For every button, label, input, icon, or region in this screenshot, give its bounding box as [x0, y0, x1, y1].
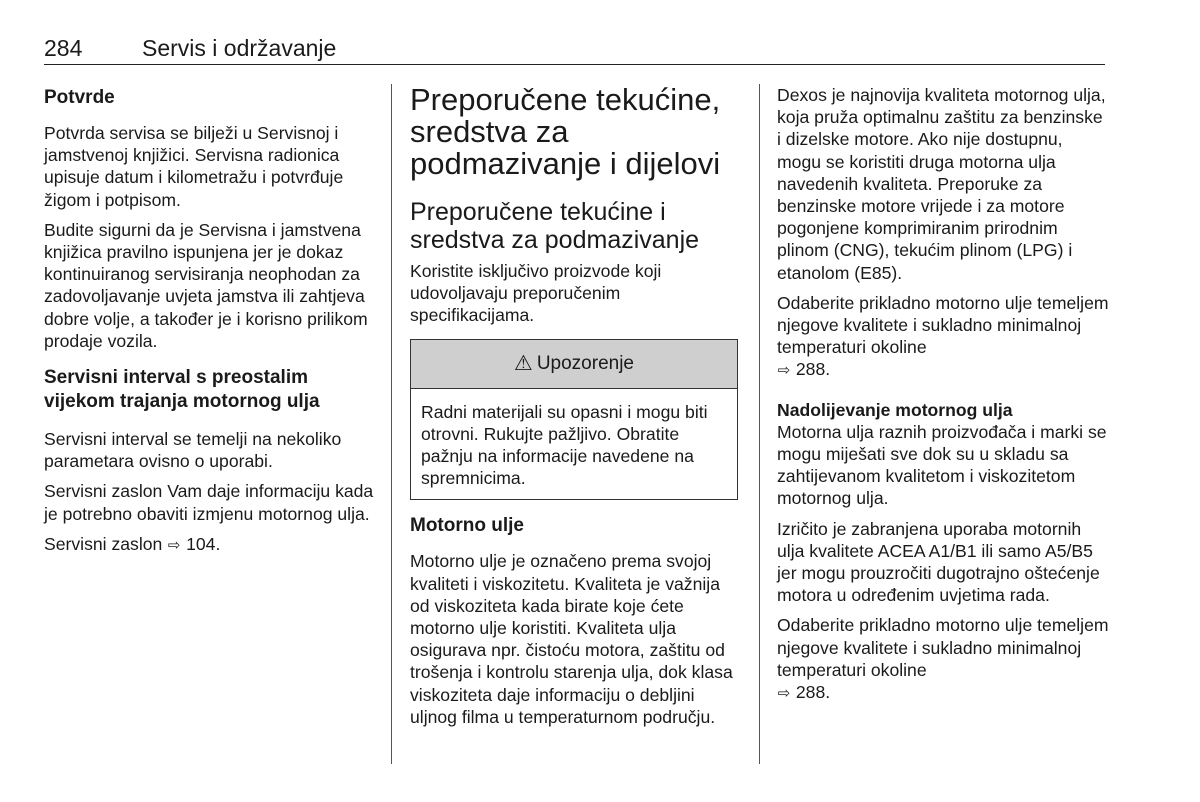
reference-text: Servisni zaslon — [44, 533, 163, 554]
paragraph: Izričito je zabranjena uporaba motornih ulja kvalitete ACEA A1/B1 ili samo A5/B5 jer mogu prouzročiti dugotrajno oštećenje motora u određenim uvjetima rada. — [777, 518, 1100, 606]
main-heading: Preporučene tekućine, sredstva za podmazivanje i dijelovi — [410, 82, 721, 181]
column-left — [44, 84, 376, 557]
column-right — [777, 84, 1109, 705]
warning-triangle-icon: ⚠ — [514, 352, 533, 376]
reference-page: 104. — [186, 533, 221, 554]
warning-header — [411, 340, 737, 389]
section-heading: Nadolijevanje motornog ulja — [777, 399, 1013, 420]
warning-text: Radni materijali su opasni i mogu biti otrovni. Rukujte pažljivo. Obratite pažnju na informacije navedene na spremnicima. — [421, 401, 708, 489]
paragraph: Potvrda servisa se bilježi u Servisnoj i jamstvenoj knjižici. Servisna radionica upisuje datum i kilometražu i potvrđuje žigom i potpisom. — [44, 123, 344, 210]
paragraph: Koristite isključivo proizvode koji udovoljavaju preporučenim specifikacijama. — [410, 261, 662, 326]
paragraph: Motorna ulja raznih proizvođača i marki se mogu miješati sve dok su u skladu sa zahtijevanom kvalitetom i viskozitetom motornog ulja. — [777, 421, 1107, 509]
reference-arrow-icon: ⇨ — [777, 685, 791, 703]
reference-arrow-icon: ⇨ — [167, 536, 181, 554]
reference-text: Odaberite prikladno motorno ulje temeljem njegove kvalitete i sukladno minimalnoj temperaturi okoline — [777, 292, 1109, 358]
paragraph: Servisni zaslon Vam daje informaciju kada je potrebno obaviti izmjenu motornog ulja. — [44, 481, 374, 524]
paragraph: Budite sigurni da je Servisna i jamstvena knjižica pravilno ispunjena jer je dokaz kontinuiranog servisiranja neophodan za zadovoljavanje uvjeta jamstva ili zahtjeva dobre volje, a također je i korisno prilikom prodaje vozila. — [44, 219, 368, 351]
reference-page: 288. — [795, 682, 831, 703]
paragraph: Motorno ulje je označeno prema svojoj kvaliteti i viskozitetu. Kvaliteta je važnija od viskoziteta kada birate koje ćete motorno ulje koristiti. Kvaliteta ulja osigurava npr. čistoću motora, zaštitu od trošenja i kontrolu starenja ulja, dok klasa viskoziteta daje informaciju o debljini uljnog filma u temperaturnom području. — [410, 551, 733, 727]
reference-arrow-icon: ⇨ — [777, 362, 791, 380]
paragraph-with-reference — [777, 614, 1109, 705]
warning-body — [411, 389, 737, 500]
paragraph: Servisni interval se temelji na nekoliko parametara ovisno o uporabi. — [44, 429, 342, 472]
column-middle — [410, 84, 742, 728]
column-divider — [391, 84, 392, 764]
section-heading: Potvrde — [44, 87, 115, 108]
page-number: 284 — [44, 35, 83, 61]
reference-text: Odaberite prikladno motorno ulje temeljem njegove kvalitete i sukladno minimalnoj temperaturi okoline — [777, 615, 1109, 680]
page-header — [44, 34, 1105, 65]
paragraph: Dexos je najnovija kvaliteta motornog ulja, koja pruža optimalnu zaštitu za benzinske i dizelske motore. Ako nije dostupnu, mogu se koristiti druga motorna ulja navedenih kvaliteta. Preporuke za benzinske motore vrijede i za motore pogonjene komprimiranim prirodnim plinom (CNG), tekućim plinom (LPG) i etanolom (E85). — [777, 85, 1106, 283]
sub-heading: Preporučene tekućine i sredstva za podmazivanje — [410, 198, 700, 254]
warning-box — [410, 339, 738, 501]
paragraph-with-reference — [44, 533, 376, 557]
paragraph-with-reference — [777, 292, 1109, 383]
reference-page: 288. — [795, 359, 831, 380]
section-heading: Servisni interval s preostalim vijekom trajanja motornog ulja — [44, 367, 320, 413]
column-divider — [759, 84, 760, 764]
chapter-title: Servis i održavanje — [142, 35, 337, 61]
section-heading: Motorno ulje — [410, 515, 524, 537]
warning-title: Upozorenje — [536, 352, 634, 374]
